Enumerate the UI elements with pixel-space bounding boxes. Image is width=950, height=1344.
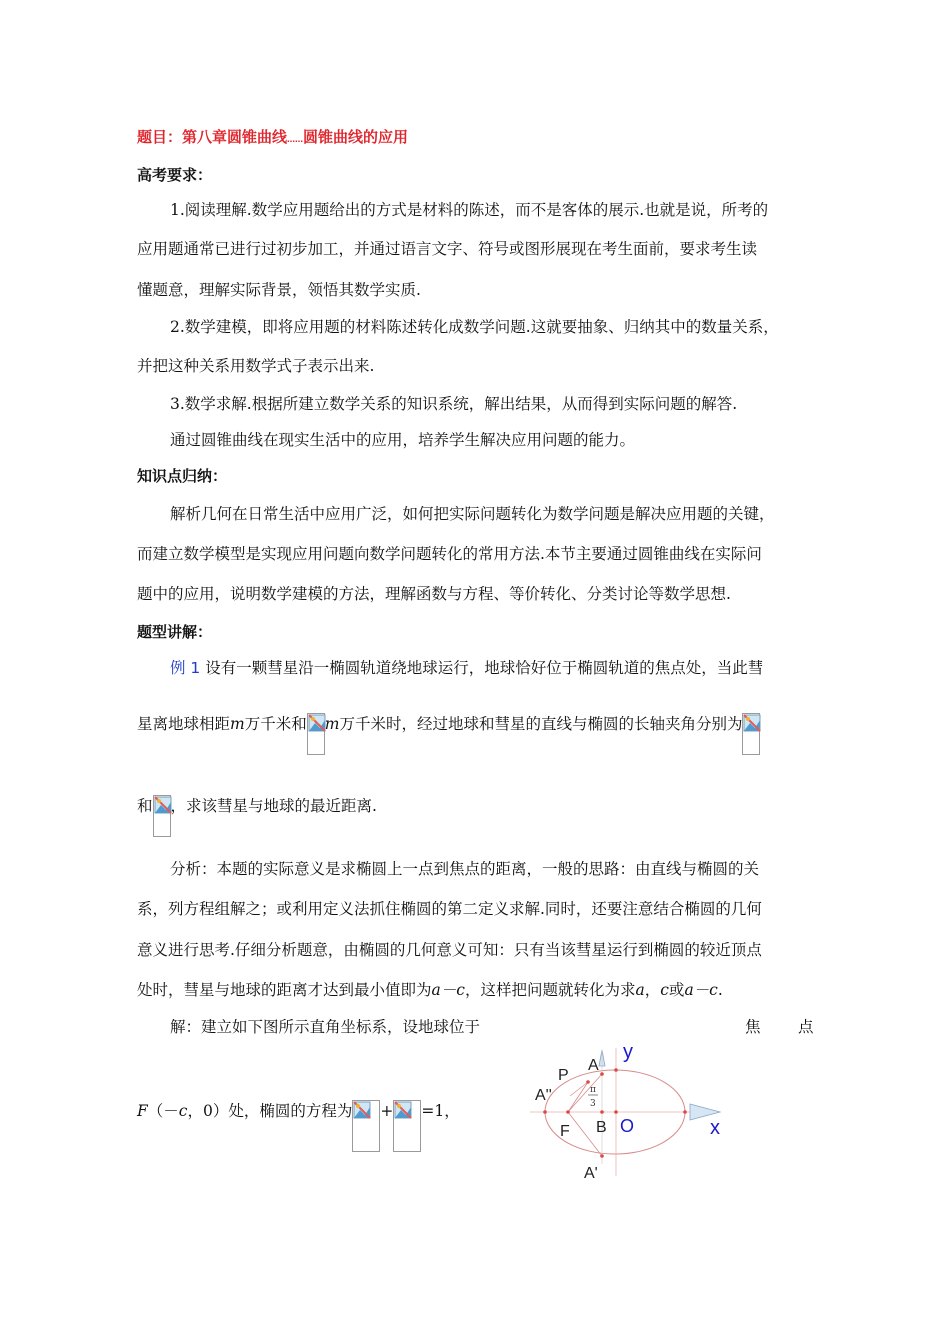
broken-image-icon xyxy=(307,713,325,755)
example-line-2 xyxy=(137,713,760,759)
gaokao-line-6: 3.数学求解.根据所建立数学关系的知识系统，解出结果，从而得到实际问题的解答. xyxy=(170,395,738,413)
gaokao-line-4: 2.数学建模，即将应用题的材料陈述转化成数学问题.这就要抽象、归纳其中的数量关系， xyxy=(170,318,779,336)
expr-a-minus-c: a－c xyxy=(684,981,718,999)
solution-dian: 点 xyxy=(798,1018,814,1036)
label-b: B xyxy=(596,1119,607,1136)
point-b-dot xyxy=(600,1110,604,1114)
analysis-line-4 xyxy=(137,979,723,1001)
segment-fp xyxy=(568,1082,588,1112)
text: . xyxy=(717,981,723,999)
broken-image-icon xyxy=(393,1100,421,1152)
text: ，0）处，椭圆的方程为 xyxy=(187,1102,353,1120)
vertex-right-dot xyxy=(683,1110,687,1114)
zhishi-line-2: 而建立数学模型是实现应用问题向数学问题转化的常用方法.本节主要通过圆锥曲线在实际问 xyxy=(137,545,762,563)
axis-label-x: x xyxy=(710,1117,720,1139)
gaokao-line-5: 并把这种关系用数学式子表示出来. xyxy=(137,357,375,375)
heading-colon: ： xyxy=(212,467,228,485)
var-m: m xyxy=(230,715,245,733)
heading-text: 知识点归纳 xyxy=(137,467,213,485)
solution-line-2 xyxy=(137,1100,460,1154)
heading-text: 高考要求 xyxy=(137,166,198,184)
example-line-1 xyxy=(170,657,763,679)
text: 或 xyxy=(668,981,685,999)
zhishi-line-3: 题中的应用，说明数学建模的方法，理解函数与方程、等价转化、分类讨论等数学思想. xyxy=(137,585,731,603)
label-a-prime: A' xyxy=(584,1165,598,1182)
angle-label-three: 3 xyxy=(590,1099,596,1109)
segment-fa xyxy=(568,1074,602,1112)
title-sep: ： xyxy=(167,128,183,146)
analysis-line-2: 系，列方程组解之；或利用定义法抓住椭圆的第二定义求解.同时，还要注意结合椭圆的几何 xyxy=(137,900,762,918)
broken-image-icon xyxy=(352,1100,380,1152)
text: ，这样把问题就转化为求 xyxy=(464,981,636,999)
label-a-double-prime: A'' xyxy=(535,1087,552,1104)
text: =1， xyxy=(421,1102,460,1120)
text: （－ xyxy=(147,1102,179,1120)
var-a: a xyxy=(635,981,645,999)
vertex-top-dot xyxy=(614,1068,618,1072)
example-line-3 xyxy=(137,795,377,841)
heading-colon: ： xyxy=(197,166,213,184)
title-text: 第八章圆锥曲线 xyxy=(182,128,288,146)
var-c: c xyxy=(660,981,669,999)
ellipse-diagram xyxy=(530,1036,740,1186)
label-f: F xyxy=(560,1123,570,1140)
plus-sign: + xyxy=(380,1102,394,1120)
axis-label-y: y xyxy=(623,1041,633,1063)
var-c: c xyxy=(178,1102,188,1120)
gaokao-line-3: 懂题意，理解实际背景，领悟其数学实质. xyxy=(137,281,421,299)
text: 处时，彗星与地球的距离才达到最小值即为 xyxy=(137,981,432,999)
point-a-dot xyxy=(600,1072,604,1076)
focus-dot xyxy=(566,1110,570,1114)
analysis-line-3: 意义进行思考.仔细分析题意，由椭圆的几何意义可知：只有当该彗星运行到椭圆的较近顶点 xyxy=(137,941,762,959)
solution-jiao: 焦 xyxy=(745,1018,761,1036)
label-p: P xyxy=(558,1067,569,1084)
text: 星离地球相距 xyxy=(137,715,231,733)
expr-a-minus-c: a－c xyxy=(431,981,465,999)
broken-image-icon xyxy=(153,795,171,837)
text: 和 xyxy=(137,797,153,815)
section-heading-tixing xyxy=(137,621,212,643)
text: ，求该彗星与地球的最近距离. xyxy=(170,797,377,815)
section-heading-zhishi xyxy=(137,465,227,487)
text: 万千米和 xyxy=(244,715,307,733)
text: 万千米时，经过地球和彗星的直线与椭圆的长轴夹角分别为 xyxy=(339,715,743,733)
gaokao-line-7: 通过圆锥曲线在现实生活中的应用，培养学生解决应用问题的能力。 xyxy=(170,431,636,449)
vertex-left-dot xyxy=(543,1110,547,1114)
point-p-dot xyxy=(586,1080,590,1084)
title-dots: …… xyxy=(287,135,304,144)
point-a-prime-dot xyxy=(600,1154,604,1158)
example-text: 设有一颗彗星沿一椭圆轨道绕地球运行，地球恰好位于椭圆轨道的焦点处，当此彗 xyxy=(205,659,764,677)
angle-label-pi: π xyxy=(590,1085,596,1095)
gaokao-line-1: 1.阅读理解.数学应用题给出的方式是材料的陈述，而不是客体的展示.也就是说，所考的 xyxy=(170,201,769,219)
var-m: m xyxy=(324,715,340,733)
heading-colon: ： xyxy=(197,623,213,641)
label-a: A xyxy=(588,1057,599,1074)
segment-a2p xyxy=(570,1082,588,1096)
zhishi-line-1: 解析几何在日常生活中应用广泛，如何把实际问题转化为数学问题是解决应用题的关键， xyxy=(170,505,775,523)
solution-line-1: 解：建立如下图所示直角坐标系，设地球位于 xyxy=(170,1018,481,1036)
heading-text: 题型讲解 xyxy=(137,623,198,641)
section-heading-gaokao xyxy=(137,164,212,186)
title-label: 题目 xyxy=(137,128,168,146)
broken-image-icon xyxy=(742,713,760,755)
text: ， xyxy=(644,981,661,999)
analysis-line-1: 分析：本题的实际意义是求椭圆上一点到焦点的距离，一般的思路：由直线与椭圆的关 xyxy=(170,860,760,878)
origin-label: O xyxy=(620,1116,635,1136)
example-label: 例 1 xyxy=(170,659,201,677)
var-f: F xyxy=(137,1102,148,1120)
origin-dot xyxy=(614,1110,618,1114)
gaokao-line-2: 应用题通常已进行过初步加工，并通过语言文字、符号或图形展现在考生面前，要求考生读 xyxy=(137,240,758,258)
page-title xyxy=(137,126,408,151)
title-text2: 圆锥曲线的应用 xyxy=(303,128,409,146)
